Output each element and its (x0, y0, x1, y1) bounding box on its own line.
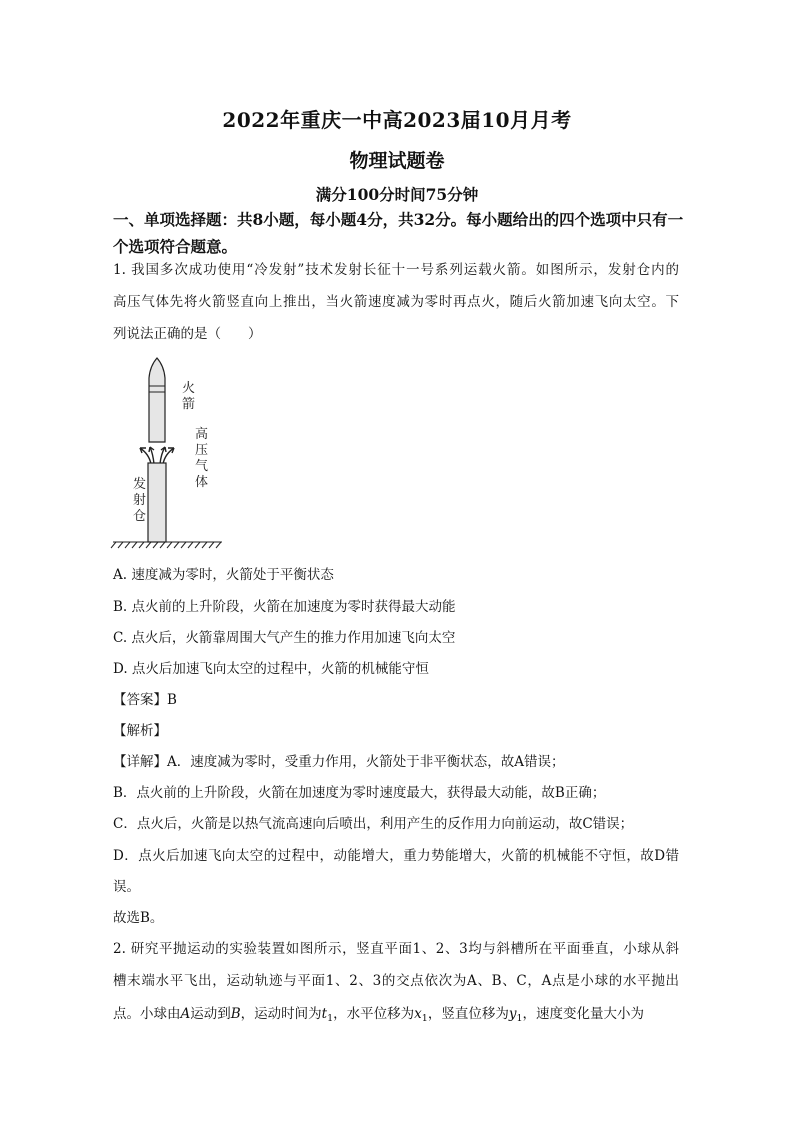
score-time-line: 满分100分时间75分钟 (315, 185, 479, 204)
var-y-sub: 1 (516, 1013, 523, 1024)
label-rocket: 火箭 (182, 381, 196, 412)
var-t-sub: 1 (327, 1013, 334, 1024)
q2-text-1: 点。小球由 (113, 1006, 181, 1022)
q1-detail-line-4: D．点火后加速飞向太空的过程中，动能增大，重力势能增大，火箭的机械能不守恒，故D错 (113, 848, 679, 864)
q2-line-1: 2. 研究平抛运动的实验装置如图所示，竖直平面1、2、3均与斜槽所在平面垂直，小球从斜 (113, 941, 679, 957)
q2-text-6: ，速度变化量大小为 (522, 1006, 645, 1022)
exam-subtitle: 物理试题卷 (349, 150, 445, 172)
ground-hatch (111, 542, 222, 548)
var-t: t (321, 1006, 328, 1022)
point-b: B (230, 1006, 241, 1022)
q2-text-5: ，竖直位移为 (427, 1006, 509, 1022)
q2-text-4: ，水平位移为 (333, 1006, 415, 1022)
launch-silo-shape (148, 463, 166, 542)
q1-conclusion: 故选B。 (113, 910, 164, 926)
q1-detail-line-5: 误。 (113, 879, 140, 895)
rocket-shape (149, 358, 165, 442)
q1-option-a: A. 速度减为零时，火箭处于平衡状态 (113, 567, 334, 583)
q1-option-b: B. 点火前的上升阶段，火箭在加速度为零时获得最大动能 (113, 599, 456, 615)
q1-stem-line-1: 1. 我国多次成功使用“冷发射”技术发射长征十一号系列运载火箭。如图所示，发射仓内的 (113, 262, 679, 278)
q1-answer: 【答案】B (113, 692, 177, 708)
q2-text-2: 运动到 (190, 1006, 231, 1022)
point-a: A (180, 1006, 191, 1022)
q2-line-3 (113, 1002, 644, 1024)
gas-arrows-icon (140, 447, 174, 464)
label-gas: 高压气体 (195, 427, 209, 490)
label-silo: 发射仓 (133, 477, 147, 524)
q1-option-d: D. 点火后加速飞向太空的过程中，火箭的机械能守恒 (113, 661, 429, 677)
var-y: y (508, 1006, 517, 1022)
section-heading: 一、单项选择题：共8小题，每小题4分，共32分。每小题给出的四个选项中只有一个选项符合题意。 (113, 210, 684, 256)
q1-detail-line-2: B．点火前的上升阶段，火箭在加速度为零时速度最大，获得最大动能，故B正确； (113, 785, 606, 801)
q1-option-c: C. 点火后，火箭靠周围大气产生的推力作用加速飞向太空 (113, 630, 456, 646)
exam-title: 2022年重庆一中高2023届10月月考 (222, 108, 572, 132)
q1-stem-line-2: 高压气体先将火箭竖直向上推出，当火箭速度减为零时再点火，随后火箭加速飞向太空。下 (113, 294, 679, 310)
rocket-launch-figure (110, 350, 230, 550)
q2-line-2: 槽末端水平飞出，运动轨迹与平面1、2、3的交点依次为A、B、C，A点是小球的水平抛出 (113, 973, 679, 989)
var-x-sub: 1 (421, 1013, 428, 1024)
q2-text-3: ，运动时间为 (240, 1006, 322, 1022)
var-x: x (414, 1006, 422, 1022)
q1-detail-line-3: C．点火后，火箭是以热气流高速向后喷出，利用产生的反作用力向前运动，故C错误； (113, 816, 634, 832)
q1-analysis-label: 【解析】 (113, 723, 167, 739)
q1-detail-line-1: 【详解】A．速度减为零时，受重力作用，火箭处于非平衡状态，故A错误； (113, 754, 565, 770)
q1-stem-line-3: 列说法正确的是（ ） (113, 326, 262, 342)
